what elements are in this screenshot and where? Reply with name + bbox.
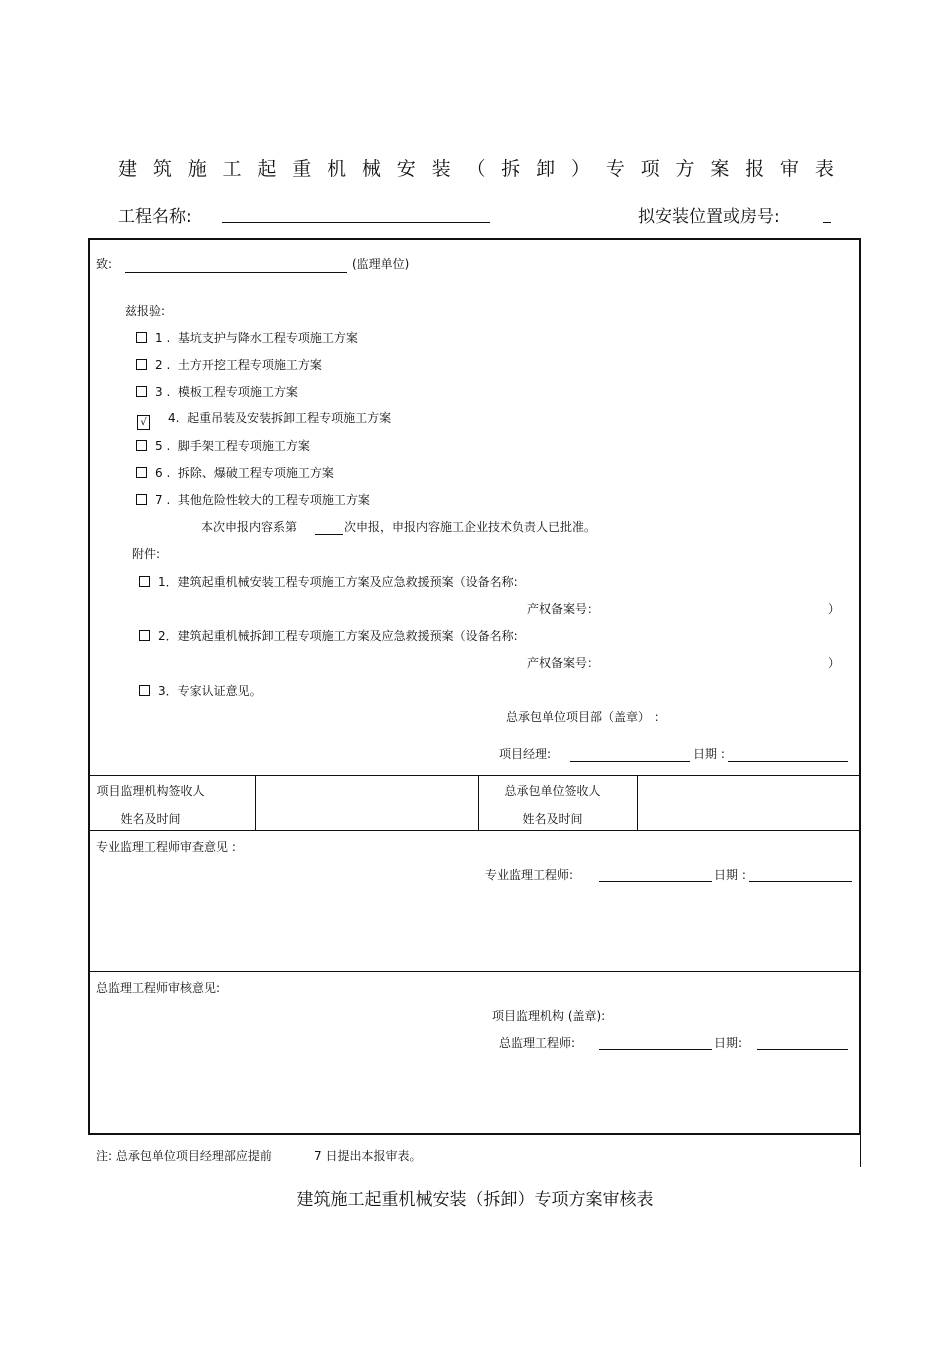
footer-title: 建筑施工起重机械安装（拆卸）专项方案审核表 <box>296 1190 654 1210</box>
divider <box>255 775 256 830</box>
title-char: 拆 <box>501 158 521 180</box>
checkbox[interactable] <box>139 685 150 696</box>
date-field[interactable] <box>749 881 852 882</box>
property-registration-label: 产权备案号： <box>527 656 600 670</box>
list-item: 2 . 土方开挖工程专项施工方案 <box>136 356 322 373</box>
list-item: 5 . 脚手架工程专项施工方案 <box>136 437 310 454</box>
title-char: 专 <box>605 158 625 180</box>
divider <box>90 775 859 776</box>
list-item: 3 . 模板工程专项施工方案 <box>136 383 298 400</box>
list-item: √ 4. 起重吊装及安装拆卸工程专项施工方案 <box>137 409 391 430</box>
checkbox[interactable] <box>136 467 147 478</box>
divider <box>860 1135 861 1167</box>
close-paren: ） <box>828 656 841 670</box>
note-suffix: 7 日提出本报审表。 <box>314 1149 422 1163</box>
property-registration-label: 产权备案号： <box>527 602 600 616</box>
title-char: 施 <box>187 158 207 180</box>
close-paren: ） <box>828 602 841 616</box>
title-char: 审 <box>780 158 800 180</box>
checkbox[interactable] <box>136 440 147 451</box>
list-item: 6 . 拆除、爆破工程专项施工方案 <box>136 464 334 481</box>
title-char: 安 <box>396 158 416 180</box>
contractor-dept-label: 总承包单位项目部（盖章） ： <box>506 710 666 724</box>
divider <box>90 971 859 972</box>
attachments-label: 附件: <box>132 547 161 561</box>
divider <box>637 775 638 830</box>
title-char: 建 <box>118 158 138 180</box>
supervision-unit-label: (监理单位) <box>352 257 410 271</box>
title-char: 起 <box>257 158 277 180</box>
date-label: 日期 : <box>714 868 746 882</box>
supervision-org-label: 项目监理机构 (盖章): <box>492 1009 606 1023</box>
checkbox[interactable] <box>139 576 150 587</box>
project-manager-field[interactable] <box>570 761 690 762</box>
title-char: 械 <box>361 158 381 180</box>
submission-suffix: 次申报，申报内容施工企业技术负责人已批准。 <box>344 520 597 534</box>
note-prefix: 注: 总承包单位项目经理部应提前 <box>96 1149 272 1163</box>
checkbox[interactable] <box>136 359 147 370</box>
title-char: （ <box>466 158 486 180</box>
checkbox[interactable] <box>136 386 147 397</box>
list-item: 1 . 基坑支护与降水工程专项施工方案 <box>136 329 358 346</box>
engineer-review-label: 专业监理工程师审查意见 : <box>96 840 236 854</box>
engineer-field[interactable] <box>599 881 712 882</box>
engineer-label: 专业监理工程师: <box>485 868 574 882</box>
title-char: 筑 <box>152 158 172 180</box>
divider <box>90 830 859 831</box>
title-char: 报 <box>745 158 765 180</box>
chief-engineer-field[interactable] <box>599 1049 712 1050</box>
report-label: 兹报验: <box>125 304 166 318</box>
checkbox[interactable] <box>136 332 147 343</box>
project-manager-label: 项目经理: <box>499 747 552 761</box>
title-char: 工 <box>222 158 242 180</box>
submission-count-field[interactable] <box>315 534 343 535</box>
attachment-item: 1．建筑起重机械安装工程专项施工方案及应急救援预案（设备名称: <box>139 573 518 590</box>
con-sign-label: 总承包单位签收人 <box>504 784 601 798</box>
attachment-item: 3．专家认证意见。 <box>139 682 262 699</box>
title-char: 方 <box>675 158 695 180</box>
project-name-field[interactable] <box>222 222 490 223</box>
sup-sign-label: 姓名及时间 <box>120 812 181 826</box>
title-char: 重 <box>292 158 312 180</box>
submission-prefix: 本次申报内容系第 <box>201 520 298 534</box>
title-char: 案 <box>710 158 730 180</box>
list-item: 7 . 其他危险性较大的工程专项施工方案 <box>136 491 370 508</box>
to-label: 致: <box>96 257 113 271</box>
date-field[interactable] <box>728 761 848 762</box>
install-position-field[interactable] <box>823 222 831 223</box>
form-title <box>118 154 834 181</box>
install-position-label: 拟安装位置或房号: <box>638 207 780 227</box>
checkbox-checked[interactable]: √ <box>137 415 150 430</box>
attachment-item: 2．建筑起重机械拆卸工程专项施工方案及应急救援预案（设备名称: <box>139 627 518 644</box>
title-char: ） <box>570 158 590 180</box>
chief-engineer-label: 总监理工程师: <box>499 1036 576 1050</box>
checkbox[interactable] <box>136 494 147 505</box>
to-field[interactable] <box>125 272 347 273</box>
project-name-label: 工程名称: <box>118 207 192 227</box>
title-char: 机 <box>327 158 347 180</box>
title-char: 项 <box>640 158 660 180</box>
con-sign-label: 姓名及时间 <box>522 812 583 826</box>
chief-review-label: 总监理工程师审核意见: <box>96 981 221 995</box>
date-label: 日期 : <box>693 747 725 761</box>
title-char: 卸 <box>536 158 556 180</box>
date-field[interactable] <box>757 1049 848 1050</box>
date-label: 日期: <box>714 1036 743 1050</box>
title-char: 装 <box>431 158 451 180</box>
checkbox[interactable] <box>139 630 150 641</box>
sup-sign-label: 项目监理机构签收人 <box>96 784 205 798</box>
title-char: 表 <box>814 158 834 180</box>
